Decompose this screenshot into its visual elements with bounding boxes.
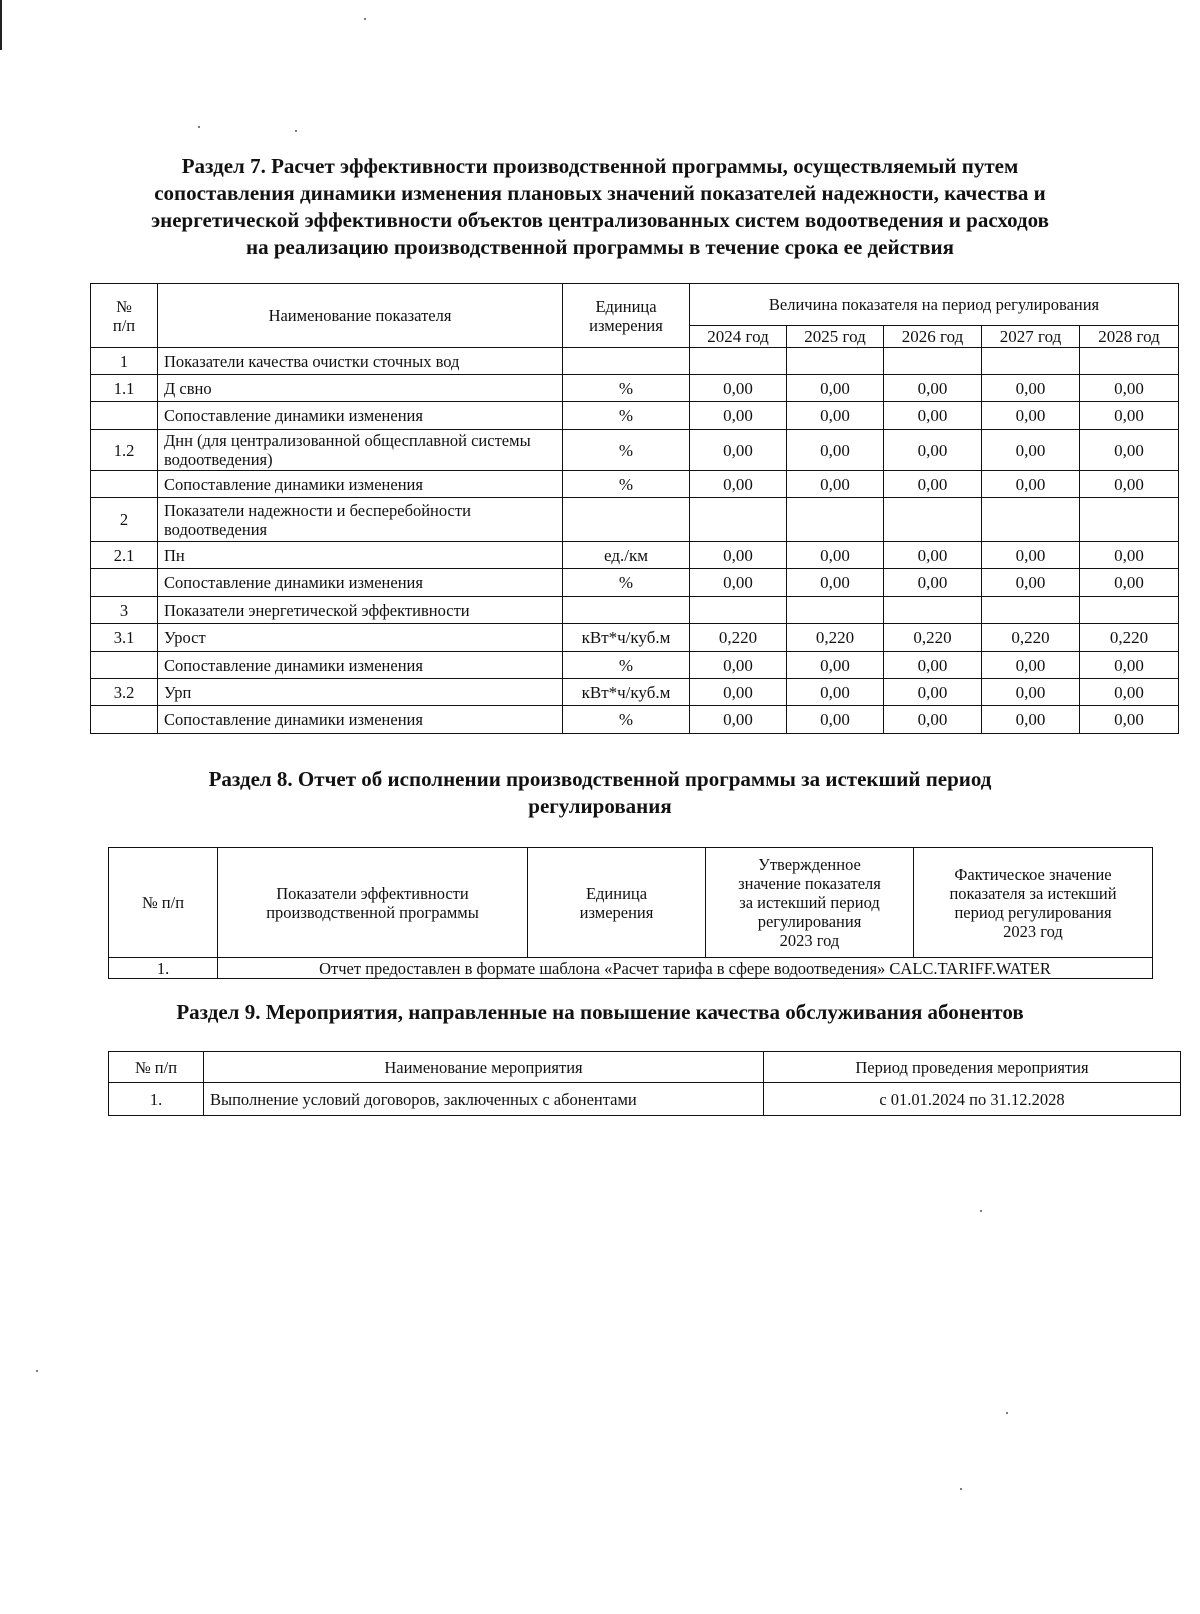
value-cell: 0,00	[884, 652, 982, 679]
col-header-actual: Фактическое значение показателя за истекший период регулирования 2023 год	[914, 848, 1153, 958]
value-cell: 0,00	[982, 652, 1080, 679]
section7-title-line: Раздел 7. Расчет эффективности производственной программы, осуществляемый путем	[181, 154, 1019, 178]
col-header-year: 2025 год	[787, 326, 884, 348]
value-cell: 0,00	[787, 542, 884, 569]
row-num	[91, 402, 158, 430]
row-num: 1.2	[91, 430, 158, 471]
value-cell: 0,220	[982, 624, 1080, 652]
value-cell: 0,00	[982, 542, 1080, 569]
value-cell: 0,00	[690, 652, 787, 679]
table-row	[91, 597, 1179, 624]
unit-cell: %	[563, 471, 690, 498]
value-cell: 0,00	[1080, 471, 1179, 498]
unit-cell: %	[563, 375, 690, 402]
col-header-period: Величина показателя на период регулирования	[690, 284, 1179, 326]
value-cell	[884, 348, 982, 375]
indicator-name: Урп	[158, 679, 563, 706]
value-cell: 0,00	[982, 375, 1080, 402]
section9-table	[108, 1051, 1181, 1116]
table-row	[91, 430, 1179, 471]
unit-cell	[563, 498, 690, 542]
section7-title-line: сопоставления динамики изменения плановых значений показателей надежности, качества и	[154, 181, 1046, 205]
value-cell: 0,00	[884, 706, 982, 734]
value-cell: 0,00	[1080, 652, 1179, 679]
value-cell	[1080, 348, 1179, 375]
section9-title-line: Раздел 9. Мероприятия, направленные на повышение качества обслуживания абонентов	[176, 1000, 1024, 1024]
col-header-indicators: Показатели эффективности производственной программы	[218, 848, 528, 958]
col-header-num: № п/п	[109, 1052, 204, 1083]
unit-cell: %	[563, 569, 690, 597]
value-cell: 0,00	[787, 679, 884, 706]
table-row	[91, 402, 1179, 430]
row-num	[91, 706, 158, 734]
value-cell: 0,00	[787, 569, 884, 597]
value-cell	[884, 498, 982, 542]
value-cell: 0,00	[1080, 569, 1179, 597]
value-cell	[690, 498, 787, 542]
section8-table	[108, 847, 1153, 979]
row-num: 3.1	[91, 624, 158, 652]
value-cell	[787, 498, 884, 542]
value-cell: 0,00	[787, 471, 884, 498]
scan-speck	[1006, 1412, 1008, 1414]
indicator-name: Сопоставление динамики изменения	[158, 569, 563, 597]
value-cell: 0,00	[884, 542, 982, 569]
value-cell	[1080, 597, 1179, 624]
indicator-name: Урост	[158, 624, 563, 652]
value-cell	[690, 597, 787, 624]
value-cell	[884, 597, 982, 624]
indicator-name: Пн	[158, 542, 563, 569]
col-header-name: Наименование показателя	[158, 284, 563, 348]
col-header-num: № п/п	[91, 284, 158, 348]
value-cell: 0,00	[982, 569, 1080, 597]
row-num: 1.	[109, 1083, 204, 1116]
col-header-year: 2027 год	[982, 326, 1080, 348]
table-row	[91, 542, 1179, 569]
value-cell: 0,00	[787, 375, 884, 402]
section7-title-line: энергетической эффективности объектов централизованных систем водоотведения и расходов	[151, 208, 1049, 232]
value-cell: 0,00	[690, 569, 787, 597]
value-cell: 0,00	[884, 430, 982, 471]
section8-title-line: регулирования	[528, 794, 672, 818]
scan-edge	[0, 0, 2, 50]
table-row	[109, 958, 1153, 979]
col-header-year: 2024 год	[690, 326, 787, 348]
unit-cell: %	[563, 430, 690, 471]
col-header-year: 2026 год	[884, 326, 982, 348]
measure-period: с 01.01.2024 по 31.12.2028	[764, 1083, 1181, 1116]
section8-title	[100, 766, 1100, 820]
unit-cell: %	[563, 402, 690, 430]
table-row	[91, 679, 1179, 706]
value-cell: 0,00	[787, 706, 884, 734]
value-cell: 0,00	[982, 679, 1080, 706]
value-cell: 0,00	[982, 430, 1080, 471]
value-cell: 0,00	[982, 402, 1080, 430]
scan-speck	[198, 126, 200, 128]
value-cell	[982, 348, 1080, 375]
scan-speck	[364, 18, 366, 20]
value-cell: 0,00	[690, 430, 787, 471]
col-header-approved: Утвержденное значение показателя за истекший период регулирования 2023 год	[706, 848, 914, 958]
table-row	[91, 624, 1179, 652]
section9-title	[100, 999, 1100, 1026]
section7-title	[100, 153, 1100, 261]
unit-cell: %	[563, 706, 690, 734]
section8-title-line: Раздел 8. Отчет об исполнении производственной программы за истекший период	[208, 767, 992, 791]
col-header-period: Период проведения мероприятия	[764, 1052, 1181, 1083]
table-row	[91, 375, 1179, 402]
value-cell: 0,00	[690, 679, 787, 706]
scan-speck	[980, 1210, 982, 1212]
indicator-name: Показатели энергетической эффективности	[158, 597, 563, 624]
indicator-name: Д свно	[158, 375, 563, 402]
value-cell: 0,00	[1080, 402, 1179, 430]
unit-cell: %	[563, 652, 690, 679]
value-cell: 0,220	[884, 624, 982, 652]
col-header-year: 2028 год	[1080, 326, 1179, 348]
row-num	[91, 471, 158, 498]
indicator-name: Показатели качества очистки сточных вод	[158, 348, 563, 375]
value-cell: 0,00	[1080, 706, 1179, 734]
value-cell: 0,220	[1080, 624, 1179, 652]
value-cell: 0,00	[690, 471, 787, 498]
section7-title-line: на реализацию производственной программы в течение срока ее действия	[245, 235, 955, 259]
unit-cell: ед./км	[563, 542, 690, 569]
col-header-num: № п/п	[109, 848, 218, 958]
section7-table-body	[91, 348, 1179, 734]
row-num: 2	[91, 498, 158, 542]
row-num: 2.1	[91, 542, 158, 569]
value-cell	[690, 348, 787, 375]
value-cell: 0,00	[982, 706, 1080, 734]
value-cell: 0,00	[884, 375, 982, 402]
row-num: 3	[91, 597, 158, 624]
row-num: 1.	[109, 958, 218, 979]
table-row	[91, 706, 1179, 734]
value-cell	[1080, 498, 1179, 542]
value-cell: 0,00	[1080, 375, 1179, 402]
value-cell	[982, 498, 1080, 542]
value-cell: 0,00	[1080, 430, 1179, 471]
indicator-name: Сопоставление динамики изменения	[158, 652, 563, 679]
value-cell: 0,00	[982, 471, 1080, 498]
unit-cell	[563, 348, 690, 375]
scan-speck	[295, 130, 297, 132]
value-cell: 0,220	[690, 624, 787, 652]
value-cell: 0,00	[884, 569, 982, 597]
value-cell	[787, 597, 884, 624]
value-cell: 0,00	[690, 542, 787, 569]
row-num: 3.2	[91, 679, 158, 706]
value-cell: 0,00	[787, 430, 884, 471]
value-cell	[787, 348, 884, 375]
indicator-name: Сопоставление динамики изменения	[158, 706, 563, 734]
table-row	[109, 1083, 1181, 1116]
section7-table	[90, 283, 1179, 734]
unit-cell: кВт*ч/куб.м	[563, 624, 690, 652]
row-num: 1	[91, 348, 158, 375]
value-cell: 0,00	[1080, 542, 1179, 569]
value-cell: 0,00	[884, 679, 982, 706]
value-cell: 0,00	[690, 402, 787, 430]
value-cell: 0,00	[787, 402, 884, 430]
table-row	[91, 652, 1179, 679]
table-row	[91, 569, 1179, 597]
value-cell: 0,00	[787, 652, 884, 679]
table-row	[91, 498, 1179, 542]
unit-cell	[563, 597, 690, 624]
value-cell: 0,220	[787, 624, 884, 652]
indicator-name: Сопоставление динамики изменения	[158, 471, 563, 498]
scan-speck	[960, 1488, 962, 1490]
row-num: 1.1	[91, 375, 158, 402]
indicator-name: Сопоставление динамики изменения	[158, 402, 563, 430]
value-cell: 0,00	[690, 706, 787, 734]
measure-name: Выполнение условий договоров, заключенных с абонентами	[204, 1083, 764, 1116]
value-cell: 0,00	[884, 471, 982, 498]
indicator-name: Показатели надежности и бесперебойности водоотведения	[158, 498, 563, 542]
value-cell: 0,00	[884, 402, 982, 430]
col-header-unit: Единица измерения	[563, 284, 690, 348]
value-cell	[982, 597, 1080, 624]
table-row	[91, 471, 1179, 498]
report-note: Отчет предоставлен в формате шаблона «Расчет тарифа в сфере водоотведения» CALC.TARIFF.WATER	[218, 958, 1153, 979]
indicator-name: Днн (для централизованной общесплавной системы водоотведения)	[158, 430, 563, 471]
value-cell: 0,00	[690, 375, 787, 402]
table-row	[91, 348, 1179, 375]
row-num	[91, 569, 158, 597]
col-header-name: Наименование мероприятия	[204, 1052, 764, 1083]
value-cell: 0,00	[1080, 679, 1179, 706]
scan-speck	[36, 1370, 38, 1372]
col-header-unit: Единица измерения	[528, 848, 706, 958]
row-num	[91, 652, 158, 679]
unit-cell: кВт*ч/куб.м	[563, 679, 690, 706]
